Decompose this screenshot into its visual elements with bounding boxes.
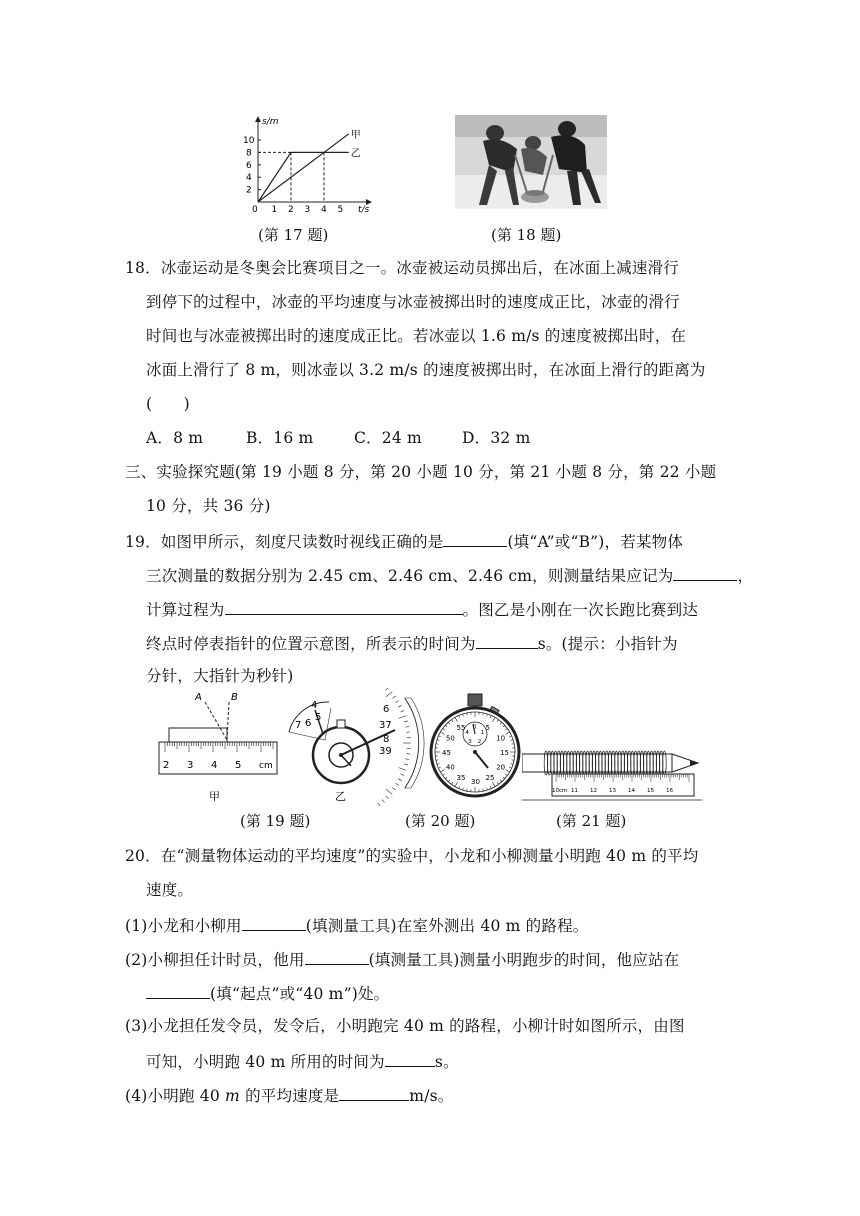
small-dial-7: 7 [295,720,302,731]
q19-line2 [146,564,753,586]
small-dial-label: 3 [468,738,472,745]
series-line-1 [258,152,349,202]
q20-stopwatch [428,692,522,802]
ruler-label-4: 4 [211,760,218,771]
q19-blank3[interactable] [225,598,463,615]
q19-text4a: 终点时停表指针的位置示意图，所表示的时间为 [146,635,476,653]
q19-text3b: 。图乙是小刚在一次长跑比赛到达 [462,601,699,619]
x-tick-label: 2 [288,205,294,214]
ruler-label: 14 [628,788,635,794]
dial-tick [406,732,410,733]
dial-tick [386,789,392,794]
q20-line2: 速度。 [146,881,194,899]
small-dial-label: 2 [477,738,482,745]
dial-label: 10 [496,734,506,743]
ruler-label-5: 5 [235,760,242,771]
curling-photo [455,115,607,209]
y-tick-label: 4 [246,173,252,184]
dial-tick [392,788,395,790]
dial-label: 30 [471,778,480,786]
ruler-label: 16 [666,788,673,794]
ruler-label-2: 2 [163,760,170,771]
series-label-1: 乙 [350,148,361,160]
q20-part3: (3)小龙担任发令员，发令后，小明跑完 40 m 的路程，小柳计时如图所示，由图 [125,1017,685,1035]
q20-blank2[interactable] [305,948,369,965]
q20-p2-text-a: (2)小柳担任计时员，他用 [125,951,305,969]
q20-part3-cont [146,1050,459,1072]
q19-figure [155,688,425,806]
x-tick-label: 3 [304,205,311,214]
q20-part1 [125,914,588,936]
q19-text1a: 19．如图甲所示，刻度尺读数时视线正确的是 [125,533,444,551]
q19-text2a: 三次测量的数据分别为 2.45 cm、2.46 cm、2.46 cm，则测量结果应记为 [146,567,674,585]
dial-tick [382,799,385,802]
small-dial-4: 4 [311,700,318,711]
label-jia: 甲 [209,790,220,803]
ruler-label: 11 [571,788,578,794]
dial-label: 25 [485,774,495,783]
q20-p3-text-b: 可知，小明跑 40 m 所用的时间为 [146,1053,385,1071]
dial-label: 50 [445,734,455,743]
label-A: A [195,692,202,703]
big-dial-37: 37 [379,720,392,731]
small-dial-6: 6 [305,718,312,729]
dial-tick [395,783,398,785]
dial-tick [399,768,407,771]
x-tick-label: 1 [271,205,278,214]
q19-line5: 分针，大指针为秒针) [146,667,294,685]
q18-option-a: A．8 m [146,429,204,447]
dial-tick [386,688,389,690]
x-tick-label: 0 [252,205,258,214]
dial-tick [378,803,380,806]
q20-p2-text-c: (填“起点”或“40 m”)处。 [210,985,390,1003]
x-tick-label: 4 [321,205,327,214]
q20-part2-cont [146,982,389,1004]
y-tick-label: 6 [246,160,252,171]
dial-label: 20 [496,763,506,772]
dial-label: 45 [442,749,451,757]
q18-line4: 冰面上滑行了 8 m，则冰壶以 3.2 m/s 的速度被掷出时，在冰面上滑行的距离为 [146,361,706,379]
dial-tick [392,696,395,698]
q19-line4 [146,632,678,654]
q20-p4-text-a: (4)小明跑 40 [125,1087,220,1105]
q19-caption: (第 19 题) [240,812,311,830]
q18-answer-bracket: ( ) [146,395,190,413]
q18-caption: (第 18 题) [491,226,562,244]
q19-blank1[interactable] [443,530,507,547]
q20-p3-text-c: s。 [434,1053,459,1071]
ruler-unit: cm [259,761,273,771]
ruler-label-3: 3 [187,760,194,771]
q19-blank4[interactable] [476,632,538,649]
dial-tick [398,779,402,781]
q19-line3 [146,598,698,620]
q19-text3a: 计算过程为 [146,601,225,619]
small-dial-label: 4 [465,730,469,737]
q19-text1b: (填“A”或“B”)，若某物体 [507,533,684,551]
dial-tick [398,705,402,707]
dial-tick [405,726,409,727]
q20-blank4[interactable] [385,1050,435,1067]
ruler-label: 15 [647,788,654,794]
q19-text2b: ， [737,567,754,585]
q18-line3: 时间也与冰壶被掷出时的速度成正比。若冰壶以 1.6 m/s 的速度被掷出时，在 [146,327,687,345]
small-dial-5: 5 [315,712,322,723]
dial-tick [404,764,408,765]
q20-line1: 20．在“测量物体运动的平均速度”的实验中，小龙和小柳测量小明跑 40 m 的平均 [125,847,699,865]
q20-p2-text-b: (填测量工具)测量小明跑步的时间，他应站在 [368,951,680,969]
label-yi: 乙 [335,790,346,803]
dial-tick [406,754,410,755]
q20-p4-text-c: m/s。 [409,1087,454,1105]
q17-caption: (第 17 题) [258,226,329,244]
q20-blank1[interactable] [242,914,306,931]
dial-label: 55 [456,723,466,732]
q20-caption: (第 20 题) [405,812,476,830]
q19-line1 [125,530,683,552]
dial-label: 35 [456,774,466,783]
series-label-0: 甲 [350,129,361,141]
y-axis-arrow [255,116,261,122]
dial-tick [386,692,392,697]
y-tick-label: 8 [246,148,252,159]
q18-line2: 到停下的过程中，冰壶的平均速度与冰壶被掷出时的速度成正比，冰壶的滑行 [146,293,680,311]
ruler-label: 13 [609,788,616,794]
q18-line1: 18．冰壶运动是冬奥会比赛项目之一。冰壶被运动员掷出后，在冰面上减速滑行 [125,259,679,277]
q18-option-d: D．32 m [462,429,531,447]
dial-tick [404,721,408,722]
label-B: B [231,692,238,703]
q20-p4-unit-m: m [225,1087,240,1105]
series-line-0 [258,134,349,202]
q21-caption: (第 21 题) [556,812,627,830]
y-axis-label: s/m [262,117,279,127]
x-axis-label: t/s [358,205,370,214]
dial-tick [399,716,407,719]
dial-tick [395,701,398,703]
q18-option-b: B．16 m [246,429,314,447]
ruler-label: 12 [590,788,597,794]
dial-tick [386,796,389,799]
dial-label: 40 [445,763,455,772]
q20-blank3[interactable] [146,982,210,999]
section3-heading: 三、实验探究题(第 19 小题 8 分，第 20 小题 10 分，第 21 小题 8 分，第 22 小题 [125,463,717,481]
dial-tick [400,710,404,712]
dial-label: 15 [500,749,509,757]
section3-heading-cont: 10 分，共 36 分) [146,497,271,515]
small-dial-label: 1 [480,730,485,737]
q20-p1-text-a: (1)小龙和小柳用 [125,917,242,935]
y-tick-label: 2 [246,185,252,196]
x-tick-label: 5 [337,205,344,214]
q20-part4 [125,1084,453,1106]
q21-figure [522,732,702,804]
ruler-label: 10cm [552,788,568,794]
y-tick-label: 10 [243,136,255,146]
small-dial-label: 0 [473,724,477,731]
dial-tick [405,759,409,760]
q17-chart [240,112,380,214]
big-dial-39: 39 [379,746,392,757]
q20-part2 [125,948,679,970]
q20-blank5[interactable] [339,1084,409,1101]
q19-text4b: s。(提示：小指针为 [537,635,678,653]
dial-tick [400,774,404,776]
dial-label: 5 [485,723,490,732]
big-dial-8: 8 [383,734,390,745]
q20-p4-text-b: 的平均速度是 [245,1087,340,1105]
q19-blank2[interactable] [673,564,737,581]
big-dial-6: 6 [383,704,390,715]
q18-option-c: C．24 m [354,429,422,447]
q20-p1-text-b: (填测量工具)在室外测出 40 m 的路程。 [305,917,589,935]
